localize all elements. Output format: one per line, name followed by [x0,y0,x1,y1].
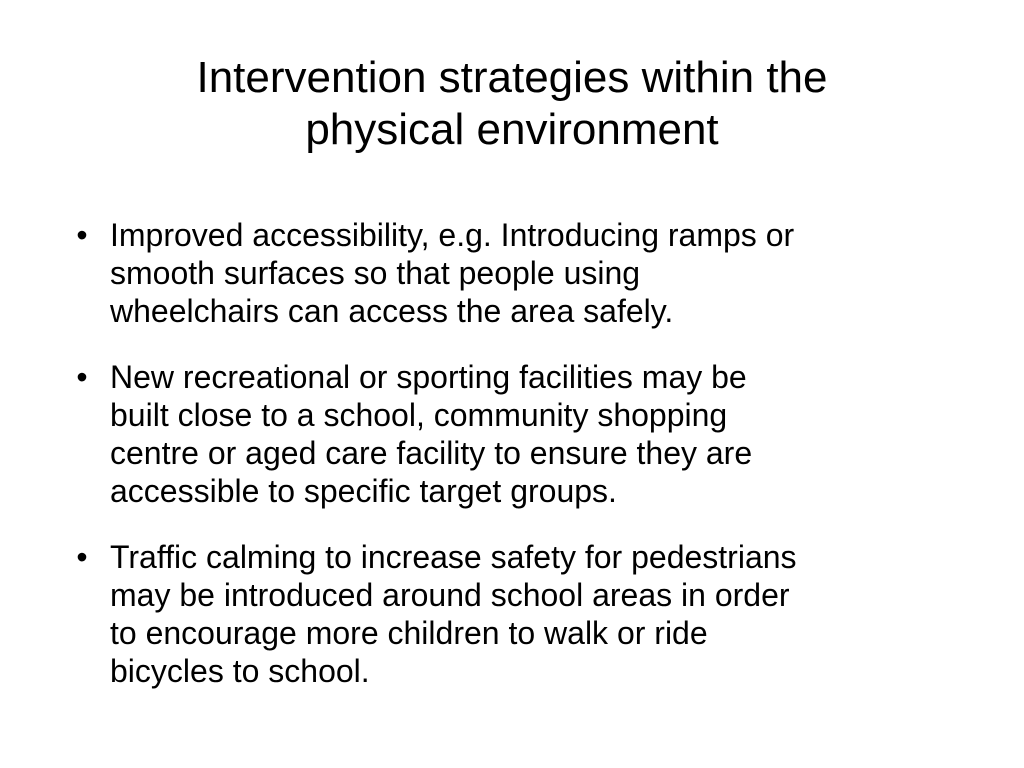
bullet-item-recreational-facilities [72,358,992,510]
bullet-text-line: built close to a school, community shopping [110,397,728,433]
bullet-text-line: smooth surfaces so that people using [110,255,641,291]
slide-title-line: physical environment [305,105,719,154]
bullet-text-line: accessible to specific target groups. [110,473,617,509]
bullet-text-line: may be introduced around school areas in order [110,577,790,613]
bullet-text-line: to encourage more children to walk or ride [110,615,708,651]
bullet-dot-icon: • [76,359,88,395]
bullet-text-line: bicycles to school. [110,653,370,689]
bullet-list [72,216,992,718]
bullet-dot-icon: • [76,539,88,575]
bullet-text-line: wheelchairs can access the area safely. [110,293,674,329]
bullet-dot-icon: • [76,217,88,253]
bullet-item-traffic-calming [72,538,992,690]
bullet-text-line: New recreational or sporting facilities may be [110,359,747,395]
bullet-text-line: Traffic calming to increase safety for pedestrians [110,539,797,575]
bullet-text-line: Improved accessibility, e.g. Introducing ramps or [110,217,795,253]
slide-title [60,52,964,156]
bullet-text-line: centre or aged care facility to ensure they are [110,435,753,471]
bullet-item-accessibility [72,216,992,330]
slide-title-line: Intervention strategies within the [196,53,828,102]
